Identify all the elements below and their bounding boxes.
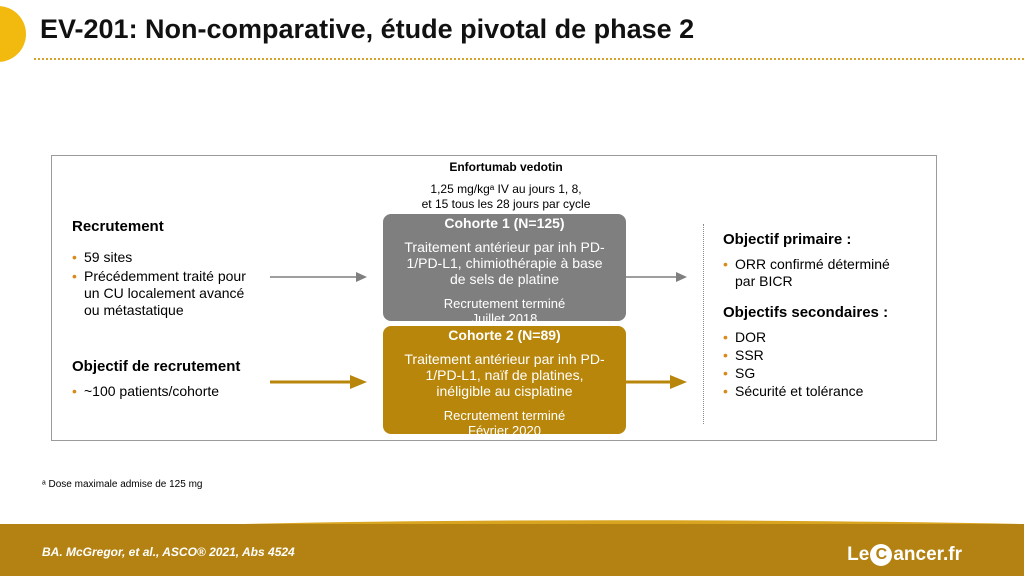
footnote: ᵃ Dose maximale admise de 125 mg — [42, 479, 203, 490]
recruitment-heading: Recrutement — [72, 218, 164, 235]
list-item: • ORR confirmé déterminé par BICR — [723, 256, 913, 290]
lecancer-logo — [847, 544, 962, 566]
list-item: • Sécurité et tolérance — [723, 383, 913, 400]
logo-suffix: ancer.fr — [893, 544, 962, 565]
dosing-regimen: 1,25 mg/kgᵃ IV au jours 1, 8, et 15 tous les 28 jours par cycle — [421, 182, 591, 211]
cohort-2-box — [383, 326, 626, 438]
list-item: • SG — [723, 365, 913, 382]
logo-prefix: Le — [847, 544, 870, 565]
cohort-1-title: Cohorte 1 (N=125) — [444, 215, 565, 231]
list-item: • SSR — [723, 347, 913, 364]
recruitment-target-list — [72, 383, 272, 402]
list-item: • ~100 patients/cohorte — [72, 383, 272, 400]
gray-arrow-left-icon — [270, 270, 370, 284]
cohort-1-box — [383, 214, 626, 326]
gray-arrow-right-icon — [626, 270, 690, 284]
title-divider — [34, 58, 1024, 60]
gold-arrow-left-icon — [270, 374, 370, 390]
recruitment-list — [72, 249, 257, 321]
cohort-2-title: Cohorte 2 (N=89) — [448, 327, 561, 343]
recruitment-target-heading: Objectif de recrutement — [72, 358, 241, 375]
citation: BA. McGregor, et al., ASCO® 2021, Abs 4524 — [42, 545, 295, 559]
drug-name: Enfortumab vedotin — [449, 160, 563, 174]
gold-arrow-right-icon — [626, 374, 690, 390]
list-item: • Précédemment traité pour un CU localement avancé ou métastatique — [72, 268, 257, 319]
list-item: • DOR — [723, 329, 913, 346]
list-item: • 59 sites — [72, 249, 257, 266]
cohort-2-description: Traitement antérieur par inh PD- 1/PD-L1, naïf de platines, inéligible au cisplatine — [404, 351, 605, 399]
secondary-endpoints-list — [723, 329, 913, 401]
logo-c-icon: C — [870, 544, 892, 566]
primary-endpoint-heading: Objectif primaire : — [723, 231, 852, 248]
primary-endpoint-list — [723, 256, 913, 292]
secondary-endpoints-heading: Objectifs secondaires : — [723, 304, 889, 321]
cohort-1-description: Traitement antérieur par inh PD- 1/PD-L1, chimiothérapie à base de sels de platine — [404, 239, 605, 287]
column-divider — [703, 224, 704, 424]
slide-title: EV-201: Non-comparative, étude pivotal de phase 2 — [40, 14, 695, 44]
corner-accent-circle — [0, 6, 26, 62]
cohort-1-status: Recrutement terminé Juillet 2018 — [443, 296, 566, 326]
cohort-2-status: Recrutement terminé Février 2020 — [443, 408, 566, 438]
